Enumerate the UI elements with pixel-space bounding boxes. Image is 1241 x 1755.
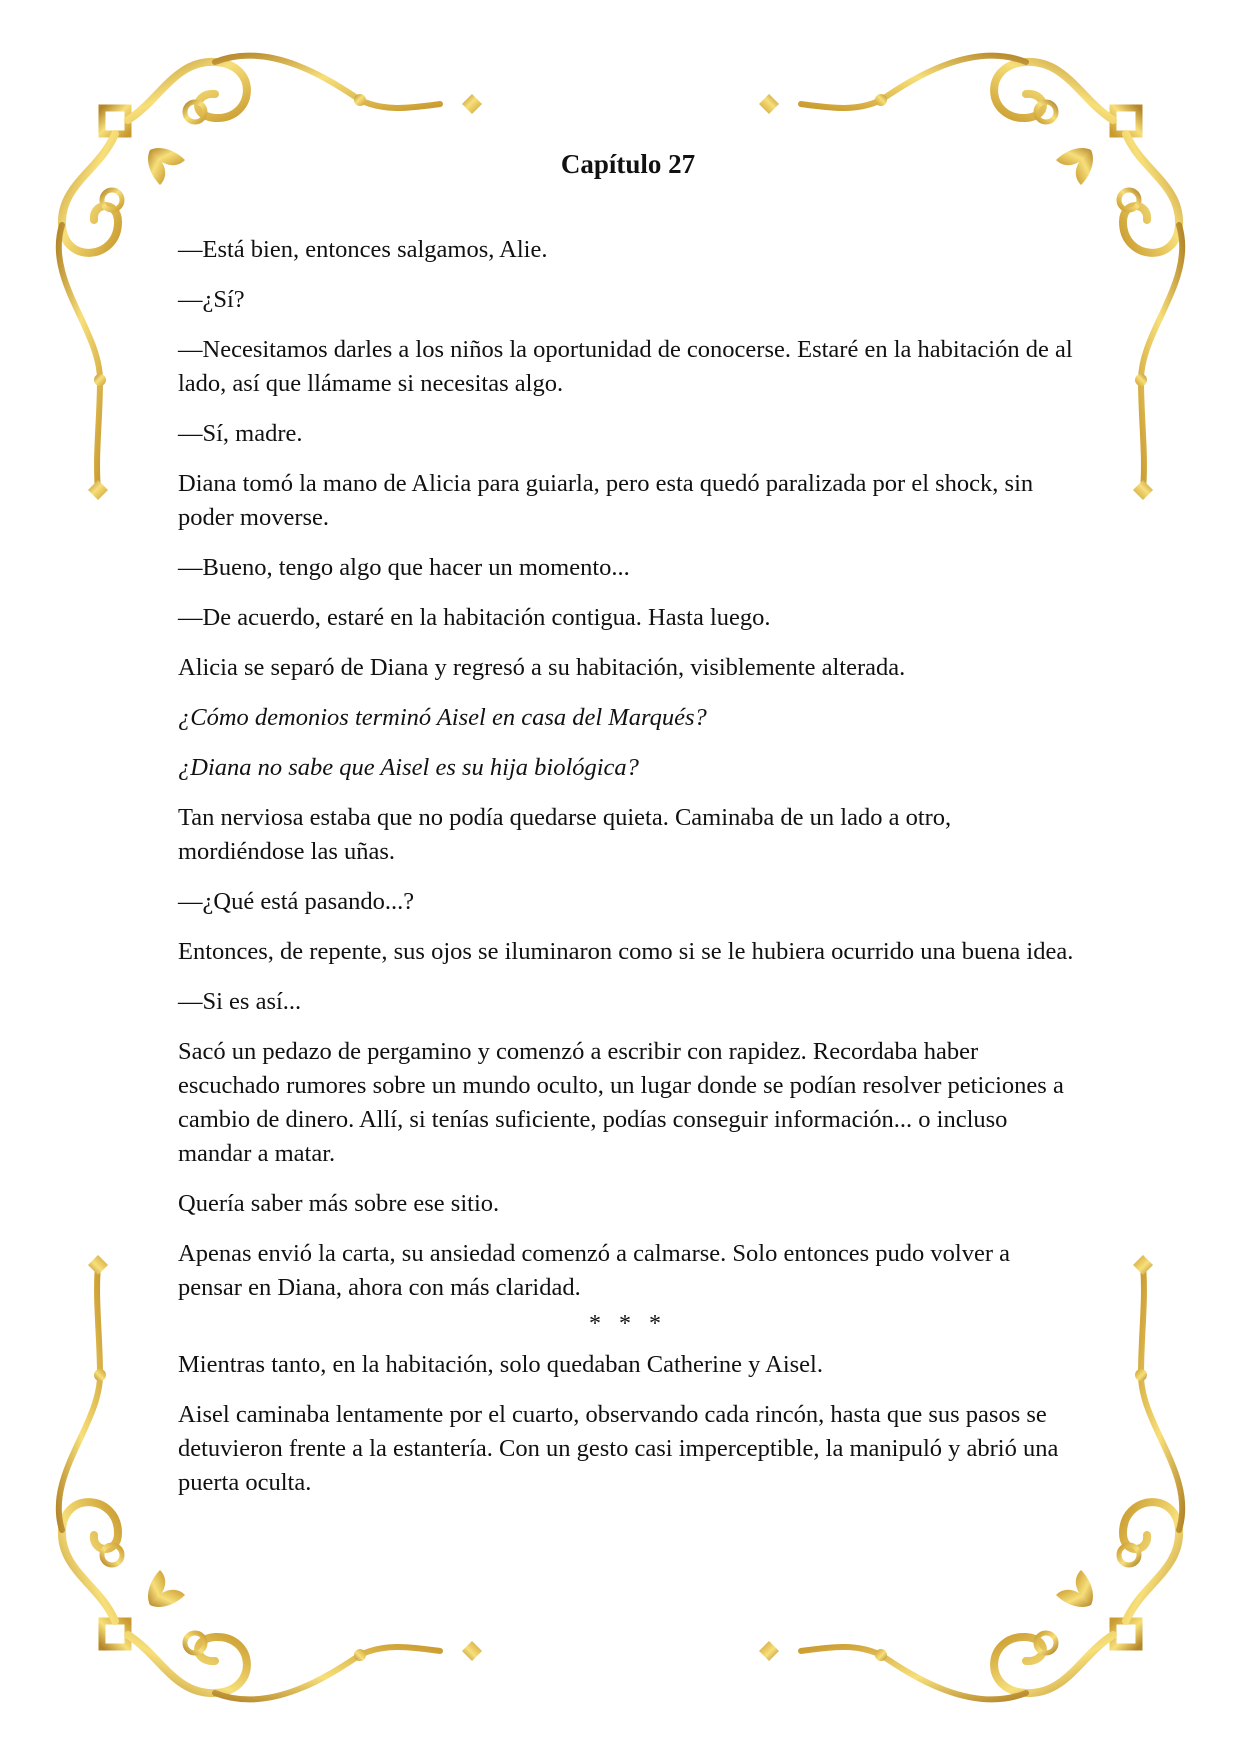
paragraph: —De acuerdo, estaré en la habitación contigua. Hasta luego.: [178, 604, 771, 631]
page-content: [178, 143, 1078, 1516]
paragraph: Alicia se separó de Diana y regresó a su habitación, visiblemente alterada.: [178, 654, 906, 681]
paragraph: —Sí, madre.: [178, 420, 303, 447]
paragraph: —Necesitamos darles a los niños la oportunidad de conocerse. Estaré en la habitación de al lado, así que llámame si necesitas algo.: [178, 336, 1073, 397]
paragraph: Quería saber más sobre ese sitio.: [178, 1190, 500, 1217]
paragraph: —¿Sí?: [178, 286, 245, 313]
paragraph: —Bueno, tengo algo que hacer un momento...: [178, 554, 630, 581]
paragraph: —Está bien, entonces salgamos, Alie.: [178, 236, 548, 263]
paragraph: ¿Diana no sabe que Aisel es su hija biológica?: [178, 754, 639, 781]
paragraph: —Si es así...: [178, 988, 302, 1015]
paragraph: Apenas envió la carta, su ansiedad comenzó a calmarse. Solo entonces pudo volver a pensar en Diana, ahora con más claridad.: [178, 1240, 1011, 1301]
paragraph: Entonces, de repente, sus ojos se iluminaron como si se le hubiera ocurrido una buena idea.: [178, 938, 1074, 965]
chapter-body: [178, 233, 1078, 1500]
paragraph: Mientras tanto, en la habitación, solo quedaban Catherine y Aisel.: [178, 1351, 823, 1378]
paragraph: Tan nerviosa estaba que no podía quedarse quieta. Caminaba de un lado a otro, mordiéndose las uñas.: [178, 804, 952, 865]
paragraph: —¿Qué está pasando...?: [178, 888, 415, 915]
paragraph: Diana tomó la mano de Alicia para guiarla, pero esta quedó paralizada por el shock, sin poder moverse.: [178, 470, 1034, 531]
paragraph: Sacó un pedazo de pergamino y comenzó a escribir con rapidez. Recordaba haber escuchado rumores sobre un mundo oculto, un lugar donde se podían resolver peticiones a cambio de dinero. Allí, si tenías suficiente, podías conseguir información... o incluso mandar a matar.: [178, 1038, 1064, 1167]
chapter-title: Capítulo 27: [560, 149, 696, 179]
paragraph: Aisel caminaba lentamente por el cuarto, observando cada rincón, hasta que sus pasos se detuvieron frente a la estantería. Con un gesto casi imperceptible, la manipuló y abrió una puerta oculta.: [178, 1401, 1059, 1496]
scene-separator: * * *: [589, 1311, 667, 1337]
paragraph: ¿Cómo demonios terminó Aisel en casa del Marqués?: [178, 704, 707, 731]
